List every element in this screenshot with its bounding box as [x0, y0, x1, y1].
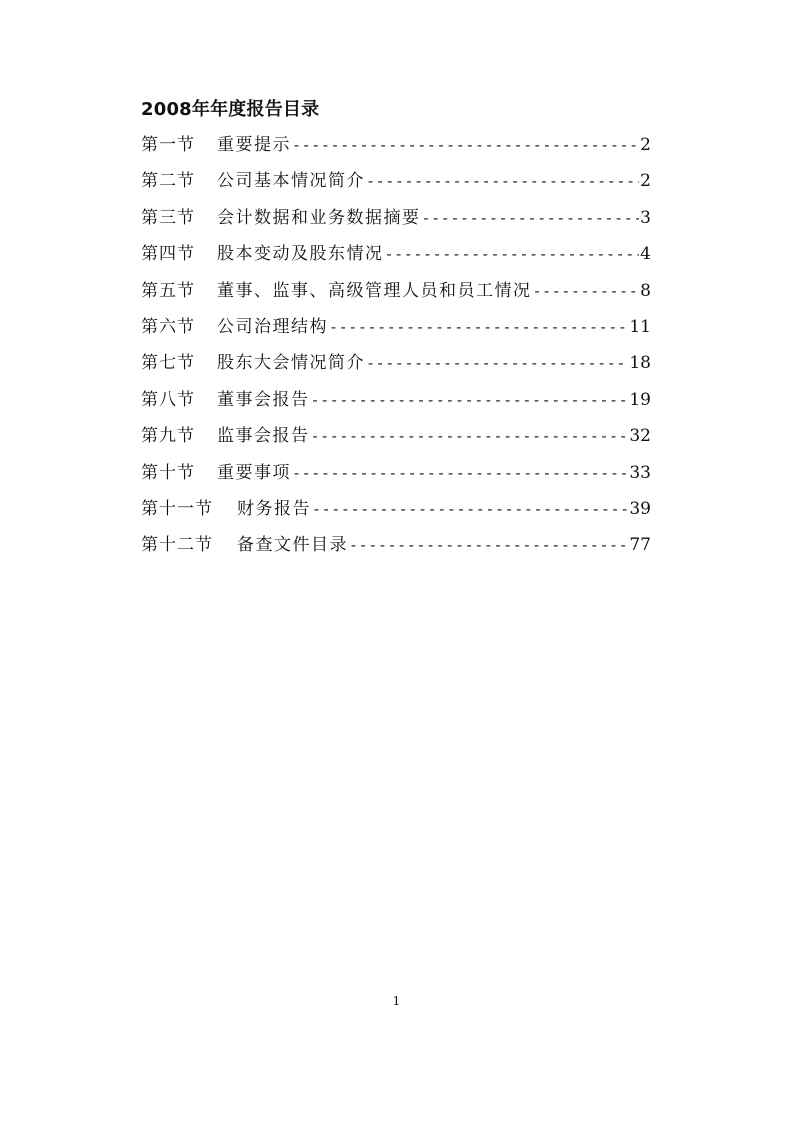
toc-entry	[141, 163, 651, 199]
toc-section-name: 公司治理结构	[217, 316, 328, 337]
footer-page-number: 1	[392, 994, 401, 1008]
toc-page-number: 32	[629, 426, 651, 447]
toc-section-number: 第七节	[141, 353, 195, 374]
toc-section-name: 财务报告	[237, 498, 311, 519]
toc-section-name: 会计数据和业务数据摘要	[217, 207, 421, 228]
toc-page-number: 3	[640, 207, 651, 228]
toc-page-number: 4	[640, 244, 651, 265]
toc-dot-leader	[311, 382, 629, 418]
toc-dot-leader	[312, 491, 628, 527]
toc-dot-leader	[349, 527, 628, 563]
toc-section-name: 董事、监事、高级管理人员和员工情况	[217, 280, 532, 301]
toc-page-number: 8	[640, 280, 651, 301]
toc-entry	[141, 200, 651, 236]
toc-dot-leader	[292, 127, 639, 163]
toc-entry	[141, 309, 651, 345]
toc-section-name: 股东大会情况简介	[217, 353, 365, 374]
toc-section-number: 第四节	[141, 244, 195, 265]
toc-section-name: 董事会报告	[217, 389, 310, 410]
toc-section-number: 第十节	[141, 462, 195, 483]
toc-section-name: 重要事项	[217, 462, 291, 483]
toc-section-number: 第十二节	[141, 535, 213, 556]
toc-section-name: 备查文件目录	[237, 535, 348, 556]
toc-section-number: 第九节	[141, 426, 195, 447]
toc-entry	[141, 273, 651, 309]
toc-section-name: 重要提示	[217, 135, 291, 155]
toc-section-name: 公司基本情况简介	[217, 171, 365, 192]
toc-section-name: 监事会报告	[217, 426, 310, 447]
toc-dot-leader	[385, 236, 640, 272]
toc-page-number: 11	[629, 316, 651, 337]
toc-entry	[141, 455, 651, 491]
toc-list	[141, 127, 651, 564]
toc-page-number: 2	[640, 135, 651, 155]
toc-entry	[141, 127, 651, 163]
toc-section-name: 股本变动及股东情况	[217, 244, 384, 265]
toc-dot-leader	[366, 345, 628, 381]
toc-page-number: 77	[629, 535, 651, 556]
toc-entry	[141, 418, 651, 454]
toc-section-number: 第二节	[141, 171, 195, 192]
toc-entry	[141, 345, 651, 381]
toc-dot-leader	[329, 309, 628, 345]
toc-page-number: 19	[629, 389, 651, 410]
toc-section-number: 第三节	[141, 207, 195, 228]
toc-page-number: 39	[629, 498, 651, 519]
toc-dot-leader	[366, 163, 639, 199]
toc-dot-leader	[422, 200, 640, 236]
toc-dot-leader	[292, 455, 628, 491]
toc-page-number: 18	[629, 353, 651, 374]
toc-title: 2008年年度报告目录	[141, 99, 320, 120]
toc-entry	[141, 236, 651, 272]
toc-dot-leader	[311, 418, 629, 454]
toc-page-number: 33	[629, 462, 651, 483]
toc-entry	[141, 491, 651, 527]
toc-section-number: 第十一节	[141, 498, 213, 519]
toc-entry	[141, 527, 651, 563]
toc-section-number: 第八节	[141, 389, 195, 410]
toc-entry	[141, 382, 651, 418]
toc-dot-leader	[533, 273, 640, 309]
toc-section-number: 第六节	[141, 316, 195, 337]
toc-section-number: 第一节	[141, 135, 195, 155]
toc-section-number: 第五节	[141, 280, 195, 301]
toc-page-number: 2	[640, 171, 651, 192]
